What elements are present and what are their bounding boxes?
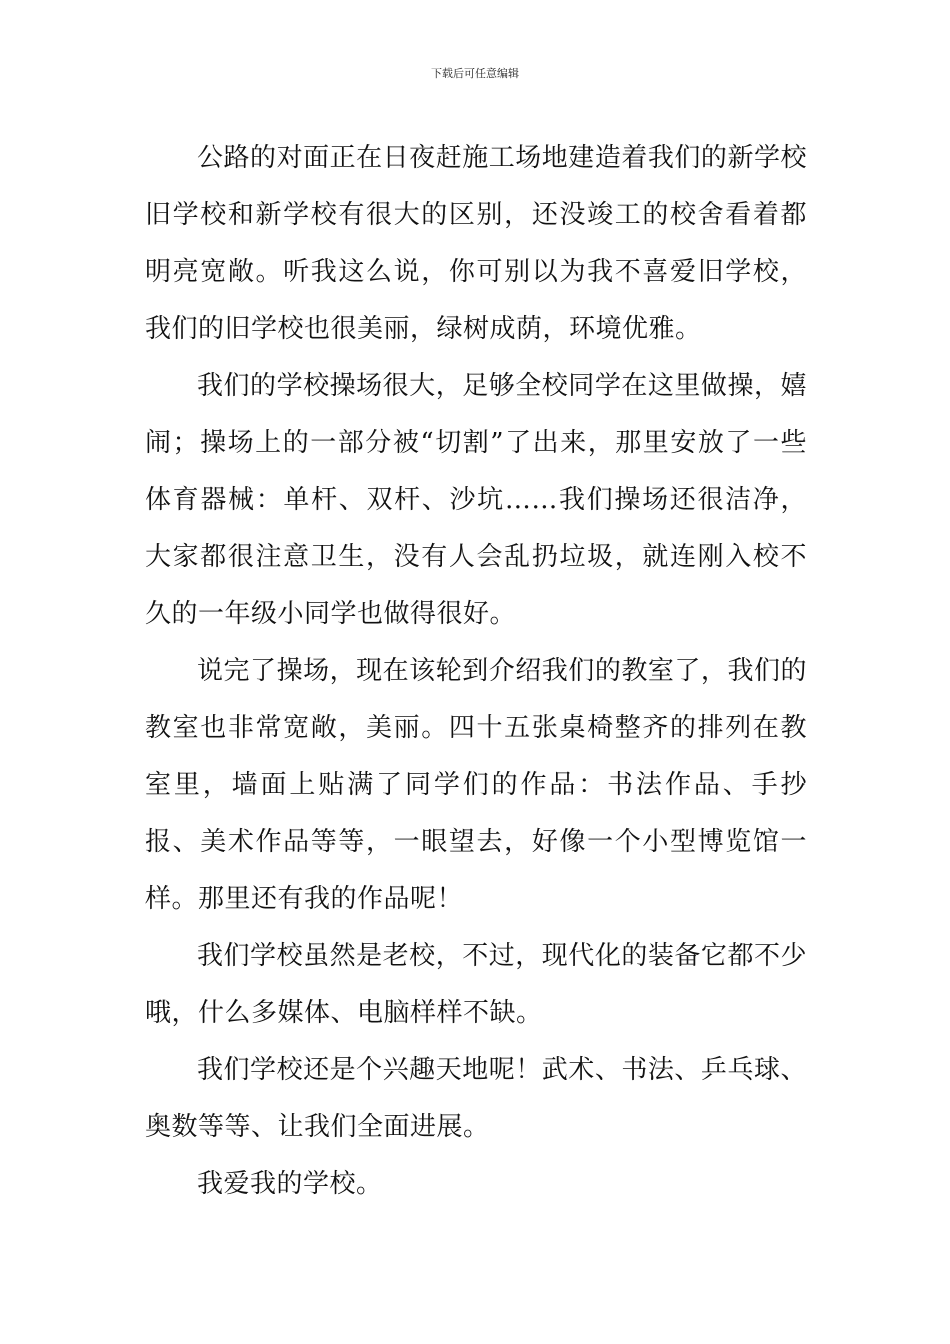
paragraph-3: 说完了操场，现在该轮到介绍我们的教室了，我们的教室也非常宽敞，美丽。四十五张桌椅整齐的排列在教室里，墙面上贴满了同学们的作品：书法作品、手抄报、美术作品等等，一眼望去，好像一个小型博览馆一样。那里还有我的作品呢！ (145, 656, 807, 914)
header-note: 下载后可任意编辑 (431, 67, 519, 80)
paragraph-1: 公路的对面正在日夜赶施工场地建造着我们的新学校旧学校和新学校有很大的区别，还没竣工的校舍看着都明亮宽敞。听我这么说，你可别以为我不喜爱旧学校，我们的旧学校也很美丽，绿树成荫，环境优雅。 (145, 143, 807, 344)
paragraph-2: 我们的学校操场很大，足够全校同学在这里做操，嬉闹；操场上的一部分被“切割”了出来，那里安放了一些体育器械：单杆、双杆、沙坑……我们操场还很洁净，大家都很注意卫生，没有人会乱扔垃圾，就连刚入校不久的一年级小同学也做得很好。 (145, 371, 807, 629)
paragraph-6: 我爱我的学校。 (197, 1169, 383, 1199)
paragraph-5: 我们学校还是个兴趣天地呢！武术、书法、乒乓球、奥数等等、让我们全面进展。 (145, 1055, 807, 1142)
paragraph-4: 我们学校虽然是老校，不过，现代化的装备它都不少哦，什么多媒体、电脑样样不缺。 (145, 941, 807, 1028)
essay-body (145, 130, 807, 1213)
